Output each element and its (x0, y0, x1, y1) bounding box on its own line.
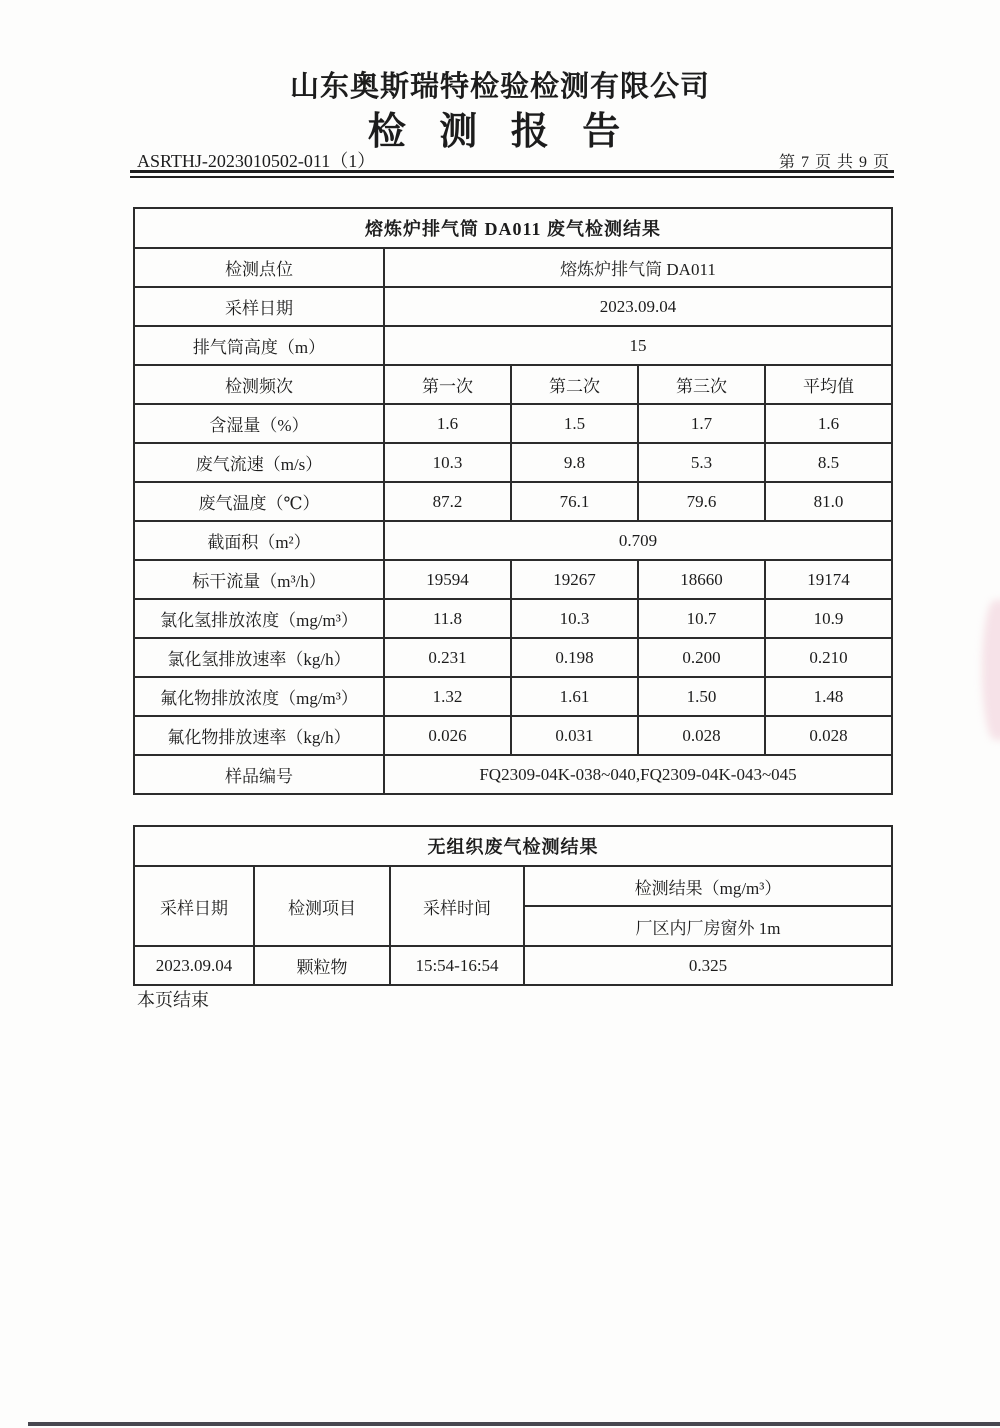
cell-value: 19174 (765, 560, 892, 599)
table-row-hcl-rate (134, 638, 892, 677)
table-row-humidity (134, 404, 892, 443)
table-row-fluoride-concentration (134, 677, 892, 716)
cell-value: 10.9 (765, 599, 892, 638)
cell-value: 10.3 (384, 443, 511, 482)
report-title: 检 测 报 告 (367, 111, 633, 153)
stamp-edge-artifact (982, 600, 1000, 740)
label-monitor-point: 检测点位 (134, 248, 384, 287)
cell-value: 1.5 (511, 404, 638, 443)
cell-value: 79.6 (638, 482, 765, 521)
row-label: 氟化物排放浓度（mg/m³） (134, 677, 384, 716)
label-sample-id: 样品编号 (134, 755, 384, 794)
cell-value: 1.6 (765, 404, 892, 443)
page-number: 第 7 页 共 9 页 (778, 154, 890, 171)
cell-value: 0.200 (638, 638, 765, 677)
cell-value: 9.8 (511, 443, 638, 482)
value-stack-height: 15 (384, 326, 892, 365)
col-header-second: 第二次 (511, 365, 638, 404)
value-cross-section: 0.709 (384, 521, 892, 560)
cell-value: 1.7 (638, 404, 765, 443)
cell-value: 0.198 (511, 638, 638, 677)
table-row-cross-section (134, 521, 892, 560)
table-row-hcl-concentration (134, 599, 892, 638)
row-label: 废气流速（m/s） (134, 443, 384, 482)
cell-value: 8.5 (765, 443, 892, 482)
value-monitor-point: 熔炼炉排气筒 DA011 (384, 248, 892, 287)
table1-title: 熔炼炉排气筒 DA011 废气检测结果 (134, 208, 892, 248)
col-header-location: 厂区内厂房窗外 1m (524, 906, 892, 946)
cell-time: 15:54-16:54 (390, 946, 524, 985)
table-row (134, 208, 892, 248)
cell-value: 1.50 (638, 677, 765, 716)
cell-result: 0.325 (524, 946, 892, 985)
col-header-test-item: 检测项目 (254, 866, 390, 946)
row-label: 废气温度（℃） (134, 482, 384, 521)
row-label: 氟化物排放速率（kg/h） (134, 716, 384, 755)
cell-value: 87.2 (384, 482, 511, 521)
col-header-average: 平均值 (765, 365, 892, 404)
cell-value: 19267 (511, 560, 638, 599)
row-label: 标干流量（m³/h） (134, 560, 384, 599)
cell-value: 5.3 (638, 443, 765, 482)
label-stack-height: 排气筒高度（m） (134, 326, 384, 365)
value-sampling-date: 2023.09.04 (384, 287, 892, 326)
table-row-dry-flow (134, 560, 892, 599)
table-row-gas-velocity (134, 443, 892, 482)
cell-value: 19594 (384, 560, 511, 599)
fugitive-gas-results-table (133, 825, 893, 986)
row-label: 氯化氢排放速率（kg/h） (134, 638, 384, 677)
row-label: 含湿量（%） (134, 404, 384, 443)
table-row-sample-id (134, 755, 892, 794)
cell-value: 1.32 (384, 677, 511, 716)
cell-value: 76.1 (511, 482, 638, 521)
col-header-sampling-time: 采样时间 (390, 866, 524, 946)
cell-value: 0.028 (765, 716, 892, 755)
cell-value: 11.8 (384, 599, 511, 638)
header-divider (130, 170, 894, 178)
cell-value: 10.3 (511, 599, 638, 638)
cell-value: 0.231 (384, 638, 511, 677)
row-label: 氯化氢排放浓度（mg/m³） (134, 599, 384, 638)
table-row-header (134, 866, 892, 906)
cell-value: 81.0 (765, 482, 892, 521)
scan-edge-line (28, 1422, 1000, 1426)
cell-value: 1.48 (765, 677, 892, 716)
label-cross-section: 截面积（m²） (134, 521, 384, 560)
label-sampling-date: 采样日期 (134, 287, 384, 326)
col-header-sampling-date: 采样日期 (134, 866, 254, 946)
value-sample-id: FQ2309-04K-038~040,FQ2309-04K-043~045 (384, 755, 892, 794)
stack-gas-results-table (133, 207, 893, 795)
cell-value: 0.210 (765, 638, 892, 677)
table-row (134, 826, 892, 866)
cell-value: 1.6 (384, 404, 511, 443)
table-row (134, 326, 892, 365)
report-number: ASRTHJ-2023010502-011（1） (137, 151, 376, 171)
cell-value: 0.031 (511, 716, 638, 755)
table-row (134, 248, 892, 287)
cell-value: 0.028 (638, 716, 765, 755)
table-row-particulate (134, 946, 892, 985)
table-row-frequency-header (134, 365, 892, 404)
col-header-first: 第一次 (384, 365, 511, 404)
col-header-result: 检测结果（mg/m³） (524, 866, 892, 906)
cell-value: 0.026 (384, 716, 511, 755)
table-row-fluoride-rate (134, 716, 892, 755)
label-frequency: 检测频次 (134, 365, 384, 404)
cell-value: 1.61 (511, 677, 638, 716)
table-row (134, 287, 892, 326)
table2-title: 无组织废气检测结果 (134, 826, 892, 866)
table-row-gas-temperature (134, 482, 892, 521)
cell-value: 10.7 (638, 599, 765, 638)
end-of-page-note: 本页结束 (137, 990, 209, 1010)
cell-item: 颗粒物 (254, 946, 390, 985)
cell-date: 2023.09.04 (134, 946, 254, 985)
col-header-third: 第三次 (638, 365, 765, 404)
company-name: 山东奥斯瑞特检验检测有限公司 (289, 71, 710, 103)
cell-value: 18660 (638, 560, 765, 599)
